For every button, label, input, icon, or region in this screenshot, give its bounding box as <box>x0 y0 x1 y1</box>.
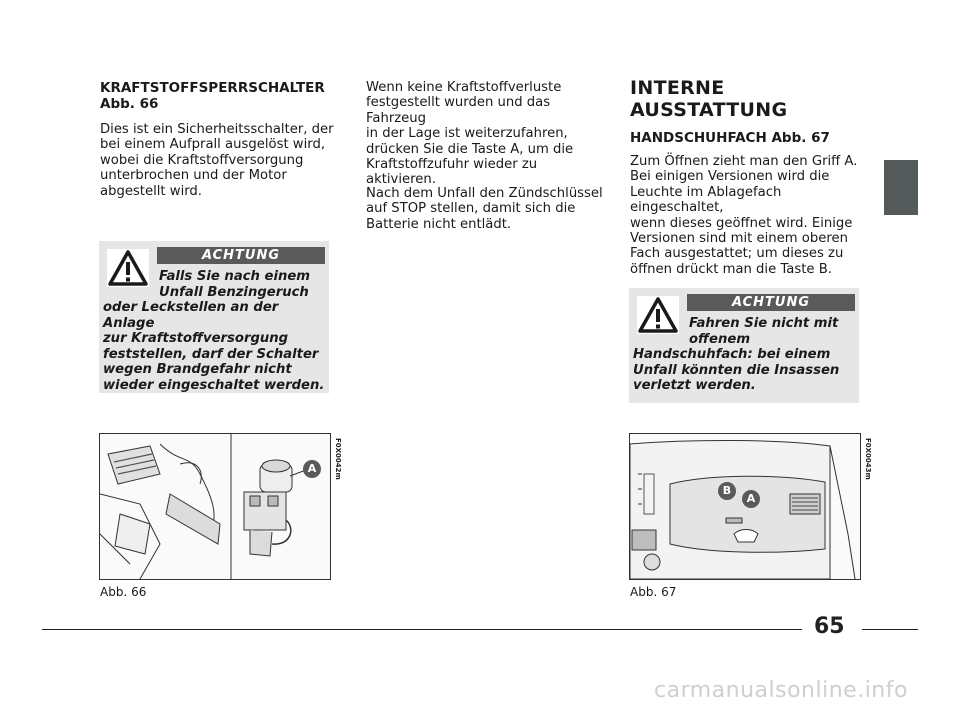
text-line: Batterie nicht entlädt. <box>366 216 512 232</box>
text-line: feststellen, darf der Schalter <box>103 346 319 362</box>
figure-caption: Abb. 67 <box>630 585 677 599</box>
title-line: AUSSTATTUNG <box>630 99 788 121</box>
warning-title: ACHTUNG <box>687 294 855 311</box>
heading-line: KRAFTSTOFFSPERRSCHALTER <box>100 80 325 96</box>
figure-label-a: A <box>303 460 321 478</box>
section-title-interior <box>630 77 850 121</box>
text-line: wobei die Kraftstoffversorgung <box>100 152 304 168</box>
paragraph-fuel-switch <box>100 122 335 199</box>
page-number: 65 <box>814 614 845 639</box>
text-line: Unfall Benzingeruch <box>159 284 309 300</box>
figure-code: F0X0043m <box>864 438 872 480</box>
figure-67 <box>629 433 861 580</box>
warning-title: ACHTUNG <box>157 247 325 264</box>
warning-triangle-icon <box>107 249 149 287</box>
text-line: abgestellt wird. <box>100 183 202 199</box>
text-line: verletzt werden. <box>633 378 756 393</box>
text-line: offenem <box>689 331 751 347</box>
text-line: Fahren Sie nicht mit <box>689 316 839 331</box>
footer-rule-right <box>862 629 918 630</box>
text-line: aktivieren. <box>366 172 436 188</box>
watermark: carmanualsonline.info <box>654 678 908 703</box>
text-line: zur Kraftstoffversorgung <box>103 331 289 346</box>
warning-text <box>633 347 857 394</box>
warning-box-fuel <box>99 241 329 393</box>
warning-text <box>103 300 327 393</box>
text-line: wieder eingeschaltet werden. <box>103 377 325 393</box>
glovebox-illustration <box>630 434 860 579</box>
text-line: Dies ist ein Sicherheitsschalter, der <box>100 122 334 137</box>
warning-triangle-icon <box>637 296 679 334</box>
warning-text-indented <box>159 269 324 300</box>
text-line: Fach ausgestattet; um dieses zu <box>630 246 844 262</box>
section-tab <box>884 160 918 215</box>
figure-code: F0X0042m <box>334 438 342 480</box>
paragraph-reactivate <box>366 80 606 188</box>
text-line: auf STOP stellen, damit sich die <box>366 201 576 217</box>
heading-line: Abb. 66 <box>100 96 159 112</box>
subheading-glovebox: HANDSCHUHFACH Abb. 67 <box>630 130 830 146</box>
warning-text-indented <box>689 316 854 347</box>
text-line: Versionen sind mit einem oberen <box>630 231 848 247</box>
text-line: Falls Sie nach einem <box>159 269 311 284</box>
text-line: unterbrochen und der Motor <box>100 168 287 184</box>
text-line: bei einem Aufprall ausgelöst wird, <box>100 137 326 153</box>
text-line: festgestellt wurden und das Fahrzeug <box>366 95 551 126</box>
text-line: Leuchte im Ablagefach eingeschaltet, <box>630 184 782 216</box>
footer-rule-left <box>42 629 802 630</box>
text-line: Unfall könnten die Insassen <box>633 362 840 378</box>
paragraph-glovebox <box>630 154 865 277</box>
text-line: wegen Brandgefahr nicht <box>103 362 292 377</box>
figure-66 <box>99 433 331 580</box>
text-line: oder Leckstellen an der Anlage <box>103 300 279 331</box>
text-line: wenn dieses geöffnet wird. Einige <box>630 215 853 231</box>
text-line: Nach dem Unfall den Zündschlüssel <box>366 186 603 201</box>
text-line: Handschuhfach: bei einem <box>633 347 831 362</box>
text-line: in der Lage ist weiterzufahren, <box>366 126 568 142</box>
text-line: Zum Öffnen zieht man den Griff A. <box>630 154 858 169</box>
warning-box-glovebox <box>629 288 859 403</box>
text-line: öffnen drückt man die Taste B. <box>630 261 832 277</box>
figure-label-a: A <box>742 490 760 508</box>
fuel-switch-illustration <box>100 434 330 579</box>
figure-label-b: B <box>718 482 736 500</box>
title-line: INTERNE <box>630 77 725 99</box>
text-line: Kraftstoffzufuhr wieder zu <box>366 157 538 173</box>
text-line: drücken Sie die Taste A, um die <box>366 141 574 157</box>
section-heading-fuel-switch <box>100 80 340 112</box>
text-line: Bei einigen Versionen wird die <box>630 169 830 185</box>
paragraph-key-stop <box>366 186 606 232</box>
figure-caption: Abb. 66 <box>100 585 147 599</box>
text-line: Wenn keine Kraftstoffverluste <box>366 80 562 95</box>
